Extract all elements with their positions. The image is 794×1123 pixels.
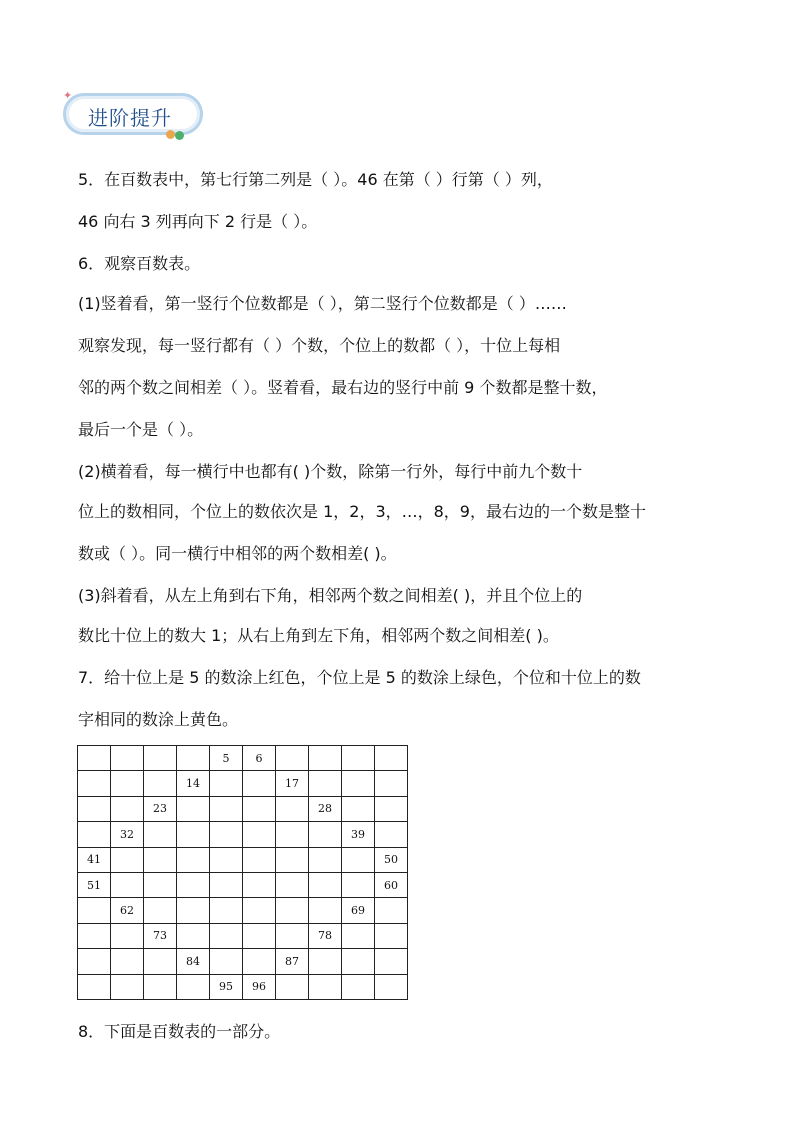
table-cell[interactable]: 5 [210,746,243,771]
q8-line-1: 8．下面是百数表的一部分。 [78,1022,281,1041]
table-cell[interactable]: 51 [78,872,111,897]
table-cell[interactable]: 41 [78,847,111,872]
table-row [78,974,408,999]
table-cell[interactable] [309,949,342,974]
table-cell[interactable]: 39 [342,822,375,847]
table-cell[interactable] [375,746,408,771]
table-cell[interactable] [276,746,309,771]
table-cell[interactable] [243,771,276,796]
table-cell[interactable] [276,796,309,821]
q6-part3-line-1: (3)斜着看，从左上角到右下角，相邻两个数之间相差( )，并且个位上的 [78,586,583,605]
table-cell[interactable]: 6 [243,746,276,771]
table-cell[interactable] [177,974,210,999]
table-cell[interactable] [342,847,375,872]
table-cell[interactable]: 78 [309,923,342,948]
table-cell[interactable] [111,923,144,948]
q6-part1-line-3: 邻的两个数之间相差（ ）。竖着看，最右边的竖行中前 9 个数都是整十数， [78,378,608,397]
q6-part2-line-2: 位上的数相同，个位上的数依次是 1，2，3，…，8，9，最右边的一个数是整十 [78,502,646,521]
table-cell[interactable] [78,898,111,923]
table-cell[interactable] [177,898,210,923]
table-cell[interactable] [144,847,177,872]
table-cell[interactable]: 73 [144,923,177,948]
table-cell[interactable]: 69 [342,898,375,923]
table-cell[interactable] [177,822,210,847]
table-cell[interactable] [243,847,276,872]
table-cell[interactable]: 84 [177,949,210,974]
table-cell[interactable] [243,923,276,948]
table-cell[interactable] [243,872,276,897]
table-cell[interactable]: 60 [375,872,408,897]
table-cell[interactable] [309,746,342,771]
green-dot-icon [175,131,184,140]
table-cell[interactable]: 50 [375,847,408,872]
table-cell[interactable] [210,923,243,948]
table-cell[interactable] [276,872,309,897]
table-cell[interactable] [375,974,408,999]
table-cell[interactable] [342,923,375,948]
table-cell[interactable] [78,771,111,796]
table-cell[interactable]: 14 [177,771,210,796]
table-cell[interactable] [375,898,408,923]
table-cell[interactable] [342,796,375,821]
section-badge [63,89,203,135]
table-cell[interactable] [309,822,342,847]
table-cell[interactable] [375,923,408,948]
table-cell[interactable] [243,898,276,923]
section-title: 进阶提升 [88,106,172,130]
table-row [78,847,408,872]
table-cell[interactable]: 32 [111,822,144,847]
q6-part1-line-4: 最后一个是（ ）。 [78,420,204,439]
table-cell[interactable] [177,796,210,821]
q6-part2-line-1: (2)横着看，每一横行中也都有( )个数，除第一行外，每行中前九个数十 [78,462,583,481]
table-cell[interactable] [342,746,375,771]
table-cell[interactable] [276,847,309,872]
table-cell[interactable] [111,949,144,974]
table-cell[interactable] [78,796,111,821]
table-cell[interactable] [111,847,144,872]
table-cell[interactable] [144,974,177,999]
q6-part1-line-1: (1)竖着看，第一竖行个位数都是（ ），第二竖行个位数都是（ ）…… [78,294,567,313]
table-cell[interactable] [375,796,408,821]
table-cell[interactable] [210,898,243,923]
table-cell[interactable] [144,746,177,771]
table-cell[interactable] [309,974,342,999]
table-cell[interactable] [276,822,309,847]
table-cell[interactable] [78,949,111,974]
table-cell[interactable] [309,898,342,923]
table-cell[interactable] [243,822,276,847]
table-cell[interactable] [111,974,144,999]
orange-dot-icon [166,130,175,139]
table-cell[interactable] [210,796,243,821]
table-cell[interactable] [309,771,342,796]
q6-title: 6．观察百数表。 [78,254,201,273]
table-cell[interactable] [210,771,243,796]
table-cell[interactable]: 28 [309,796,342,821]
table-cell[interactable] [144,949,177,974]
table-cell[interactable] [342,872,375,897]
q5-line-1: 5．在百数表中，第七行第二列是（ ）。46 在第（ ）行第（ ）列， [78,170,553,189]
table-cell[interactable] [177,746,210,771]
table-row [78,796,408,821]
table-cell[interactable] [111,771,144,796]
table-cell[interactable]: 95 [210,974,243,999]
table-cell[interactable] [309,847,342,872]
table-cell[interactable]: 17 [276,771,309,796]
table-cell[interactable] [78,822,111,847]
table-row [78,923,408,948]
table-cell[interactable] [210,847,243,872]
table-cell[interactable] [210,872,243,897]
table-row [78,898,408,923]
table-row [78,771,408,796]
table-row [78,822,408,847]
table-cell[interactable]: 62 [111,898,144,923]
table-cell[interactable] [177,923,210,948]
table-cell[interactable] [78,746,111,771]
hundred-chart-table [77,745,408,1000]
table-row [78,746,408,771]
q6-part1-line-2: 观察发现，每一竖行都有（ ）个数，个位上的数都（ ），十位上每相 [78,336,561,355]
table-cell[interactable] [144,822,177,847]
star-icon: ✦ [63,89,73,102]
table-cell[interactable] [309,872,342,897]
table-cell[interactable] [144,898,177,923]
table-cell[interactable] [375,822,408,847]
table-cell[interactable] [276,898,309,923]
table-cell[interactable] [243,949,276,974]
table-cell[interactable] [111,746,144,771]
table-cell[interactable]: 87 [276,949,309,974]
table-cell[interactable]: 96 [243,974,276,999]
table-cell[interactable] [144,872,177,897]
q7-line-2: 字相同的数涂上黄色。 [78,710,239,729]
table-cell[interactable] [210,822,243,847]
table-row [78,949,408,974]
table-cell[interactable] [276,974,309,999]
q7-line-1: 7．给十位上是 5 的数涂上红色，个位上是 5 的数涂上绿色，个位和十位上的数 [78,668,641,687]
table-cell[interactable] [210,949,243,974]
table-cell[interactable] [144,771,177,796]
q5-line-2: 46 向右 3 列再向下 2 行是（ ）。 [78,212,318,231]
table-cell[interactable] [243,796,276,821]
table-cell[interactable] [78,974,111,999]
table-cell[interactable] [342,771,375,796]
table-cell[interactable] [276,923,309,948]
table-cell[interactable] [111,796,144,821]
table-cell[interactable] [111,872,144,897]
q6-part3-line-2: 数比十位上的数大 1；从右上角到左下角，相邻两个数之间相差( )。 [78,626,559,645]
table-cell[interactable] [342,974,375,999]
table-row [78,872,408,897]
table-cell[interactable] [78,923,111,948]
table-cell[interactable] [177,872,210,897]
table-cell[interactable]: 23 [144,796,177,821]
table-cell[interactable] [375,949,408,974]
table-cell[interactable] [177,847,210,872]
table-cell[interactable] [342,949,375,974]
q6-part2-line-3: 数或（ ）。同一横行中相邻的两个数相差( )。 [78,544,397,563]
table-cell[interactable] [375,771,408,796]
